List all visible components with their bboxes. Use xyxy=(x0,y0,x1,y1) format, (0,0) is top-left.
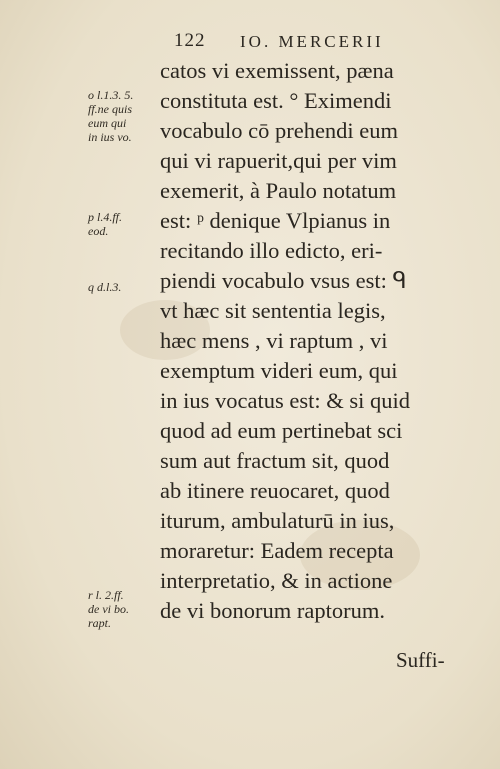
text-line: qui vi rapuerit,qui per vim xyxy=(160,148,397,173)
marginal-note-line: eum qui xyxy=(88,116,127,130)
text-line: sum aut fractum sit, quod xyxy=(160,448,390,473)
marginal-note-line: in ius vo. xyxy=(88,130,132,144)
text-line: catos vi exemissent, pæna xyxy=(160,58,394,83)
marginal-note-line: r l. 2.ff. xyxy=(88,588,124,602)
text-line: exemptum videri eum, qui xyxy=(160,358,398,383)
running-head: IO. MERCERII xyxy=(240,32,384,51)
marginal-note-line: q d.l.3. xyxy=(88,280,122,294)
marginal-note xyxy=(88,210,164,238)
text-line: recitando illo edicto, eri- xyxy=(160,238,383,263)
marginal-note-line: ff.ne quis xyxy=(88,102,132,116)
text-line: constituta est. ° Eximendi xyxy=(160,88,392,113)
text-line: iturum, ambulaturū in ius, xyxy=(160,508,395,533)
text-line: est: ᵖ denique Vlpianus in xyxy=(160,208,391,233)
marginal-note-line: rapt. xyxy=(88,616,112,630)
text-line: vocabulo cō prehendi eum xyxy=(160,118,399,143)
text-line: hæc mens , vi raptum , vi xyxy=(160,328,388,353)
page-header xyxy=(170,30,470,54)
text-line: interpretatio, & in actione xyxy=(160,568,393,593)
marginal-note xyxy=(88,88,164,144)
text-line: de vi bonorum raptorum. xyxy=(160,598,385,623)
text-line: moraretur: Eadem recepta xyxy=(160,538,394,563)
text-line: exemerit, à Paulo notatum xyxy=(160,178,397,203)
text-line: in ius vocatus est: & si quid xyxy=(160,388,410,413)
folio-number: 122 xyxy=(174,30,206,51)
marginal-note xyxy=(88,588,164,630)
marginal-note-line: eod. xyxy=(88,224,109,238)
catchword: Suffi- xyxy=(396,648,445,672)
text-line: piendi vocabulo vsus est: ᑫ xyxy=(160,268,407,293)
marginal-note-line: de vi bo. xyxy=(88,602,129,616)
marginal-note-line: o l.1.3. 5. xyxy=(88,88,134,102)
text-line: vt hæc sit sententia legis, xyxy=(160,298,386,323)
text-line: ab itinere reuocaret, quod xyxy=(160,478,390,503)
marginal-note xyxy=(88,280,164,294)
text-line: quod ad eum pertinebat sci xyxy=(160,418,403,443)
marginal-note-line: p l.4.ff. xyxy=(88,210,123,224)
